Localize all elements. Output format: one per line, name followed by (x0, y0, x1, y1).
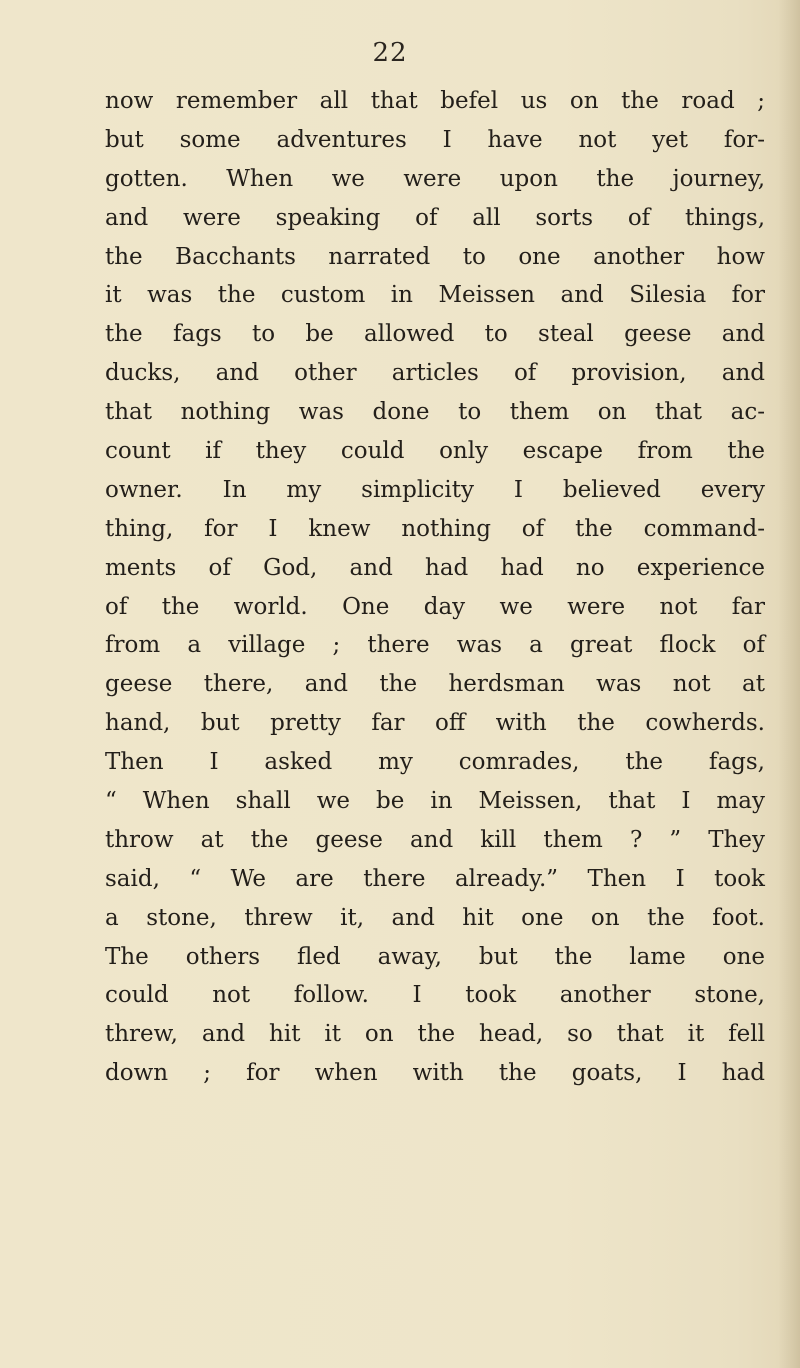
text-line: threw, and hit it on the head, so that it fell (105, 1021, 765, 1048)
text-line: thing, for I knew nothing of the command- (105, 515, 765, 542)
text-line: from a village ; there was a great flock of (105, 632, 765, 659)
text-line: geese there, and the herdsman was not at (105, 671, 765, 698)
text-line: and were speaking of all sorts of things, (105, 204, 765, 231)
text-line: ments of God, and had had no experience (105, 554, 765, 581)
text-line: could not follow. I took another stone, (105, 982, 765, 1009)
text-line: the fags to be allowed to steal geese and (105, 321, 765, 348)
text-line: “ When shall we be in Meissen, that I may (105, 788, 765, 815)
text-line: of the world. One day we were not far (105, 593, 765, 620)
text-line: count if they could only escape from the (105, 438, 765, 465)
text-line: hand, but pretty far off with the cowherds. (105, 710, 765, 737)
body-text (105, 82, 765, 1093)
text-line: now remember all that befel us on the road ; (105, 88, 765, 114)
text-line: gotten. When we were upon the journey, (105, 165, 765, 192)
text-line: that nothing was done to them on that ac- (105, 399, 765, 426)
page-edge-shadow (778, 0, 800, 1368)
text-line: it was the custom in Meissen and Silesia for (105, 282, 765, 309)
text-line: The others fled away, but the lame one (105, 943, 765, 970)
text-line: ducks, and other articles of provision, and (105, 360, 765, 387)
text-line: a stone, threw it, and hit one on the foot. (105, 904, 765, 931)
text-line: but some adventures I have not yet for- (105, 126, 765, 153)
text-line: Then I asked my comrades, the fags, (105, 749, 765, 776)
page-number: 22 (372, 38, 408, 68)
text-line: the Bacchants narrated to one another how (105, 243, 765, 270)
text-line: throw at the geese and kill them ? ” They (105, 826, 765, 853)
text-line: owner. In my simplicity I believed every (105, 476, 765, 503)
text-line: said, “ We are there already.” Then I took (105, 865, 765, 892)
text-line: down ; for when with the goats, I had (105, 1060, 765, 1087)
